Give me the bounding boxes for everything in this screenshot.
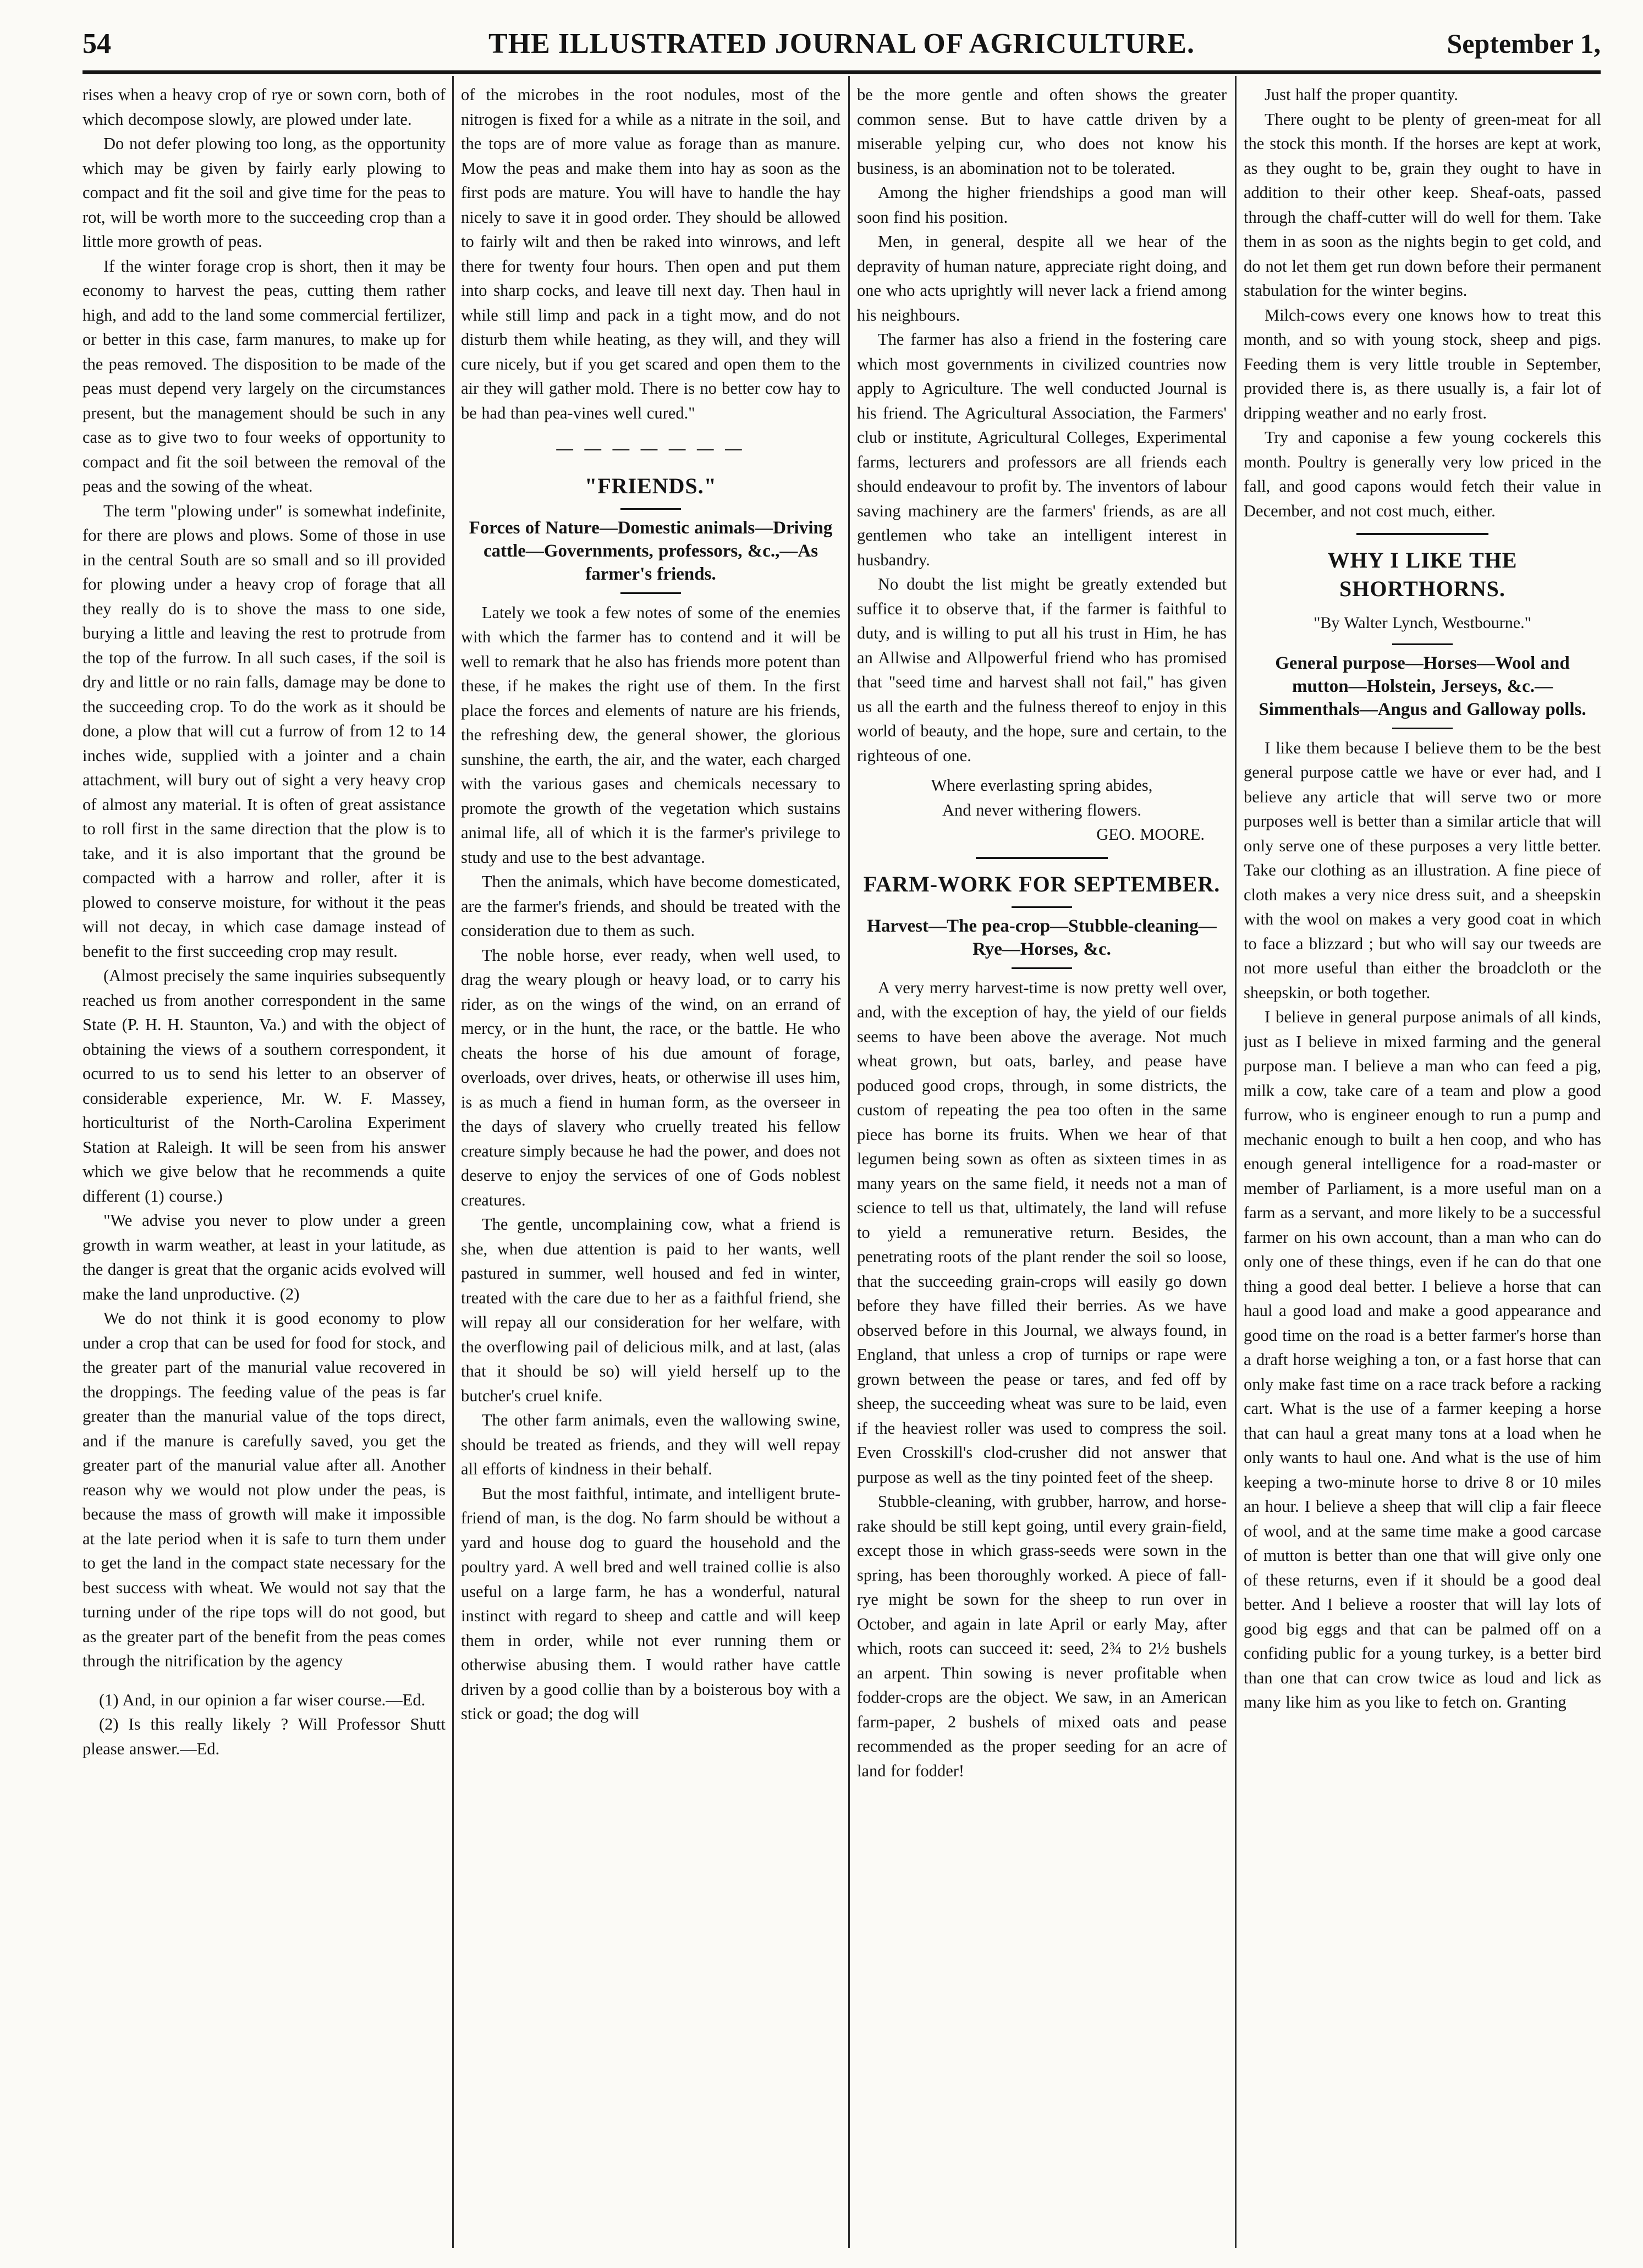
paragraph: Among the higher friendships a good man will soon find his position. xyxy=(857,183,1227,227)
article-subhead: General purpose—Horses—Wool and mutton—Holstein, Jerseys, &c.—Simmenthals—Angus and Galloway polls. xyxy=(1259,653,1586,719)
column-rule xyxy=(848,76,850,2248)
paragraph: Men, in general, despite all we hear of the depravity of human nature, appreciate right doing, and one who acts uprightly will never lack a friend among his neighbours. xyxy=(857,232,1227,324)
heading-rule xyxy=(1012,967,1072,969)
header-rule xyxy=(83,70,1601,74)
issue-date: September 1, xyxy=(1447,28,1601,59)
paragraph: Try and caponise a few young cockerels this month. Poultry is generally very low priced in the fall, and good capons would fetch their value in December, and not cost much, either. xyxy=(1244,428,1601,520)
article-subhead: Forces of Nature—Domestic animals—Driving cattle—Governments, professors, &c.,—As farmer's friends. xyxy=(469,518,833,584)
paragraph: Stubble-cleaning, with grubber, harrow, and horse-rake should be still kept going, until every grain-field, except those in which grass-seeds were sown in the spring, has been thoroughly worked. A piece of fall-rye might be sown for the sheep to run over in October, and again in late April or early May, after which, roots can succeed it: seed, 2¾ to 2½ bushels an arpent. Thin sowing is never profitable when fodder-crops are the object. We saw, in an American farm-paper, 2 bushels of mixed oats and pease recommended as the proper seeding for an acre of land for fodder! xyxy=(857,1492,1227,1780)
section-divider: — — — — — — — xyxy=(556,439,745,458)
paragraph: If the winter forage crop is short, then it may be economy to harvest the peas, cutting them rather high, and add to the land some commercial fertilizer, or better in this case, farm manures, to make up for the peas removed. The disposition to be made of the peas must depend very largely on the circumstances present, but the management should be such in any case as to give two to four weeks of opportunity to compact and fit the soil between the removal of the peas and the sowing of the wheat. xyxy=(83,256,446,496)
heading-rule xyxy=(1392,728,1453,729)
paragraph: A very merry harvest-time is now pretty well over, and, with the exception of hay, the yield of our fields seems to have been above the average. Not much wheat grown, but oats, barley, and pease have poduced good crops, through, in some districts, the custom of repeating the pea too often in the same piece has borne its fruits. When we hear of that legumen being sown as often as sixteen times in as many years on the same field, it needs not a man of science to tell us that, ultimately, the land will refuse to yield a remunerative return. Besides, the penetrating roots of the plant render the soil so loose, that the succeeding grain-crops will easily go down before they have filled their berries. As we have observed before in this Journal, we always found, in England, that unless a crop of turnips or rape were grown between the pease or tares, and fed off by sheep, the succeeding wheat was sure to be laid, even if the heaviest roller was used to compress the soil. Even Crosskill's clod-crusher did not answer that purpose as well as the tiny pointed feet of the sheep. xyxy=(857,978,1227,1487)
page-number: 54 xyxy=(83,28,111,59)
paragraph: Do not defer plowing too long, as the opportunity which may be given by fairly early plowing to compact and fit the soil and give time for the peas to rot, will be worth more to the succeeding crop than a little more growth of peas. xyxy=(83,134,446,251)
paragraph: Just half the proper quantity. xyxy=(1265,85,1458,104)
heading-rule xyxy=(620,592,681,594)
article-byline: "By Walter Lynch, Westbourne." xyxy=(1314,614,1531,632)
column-2 xyxy=(461,82,840,2211)
column-rule xyxy=(452,76,454,2248)
paragraph: There ought to be plenty of green-meat for all the stock this month. If the horses are kept at work, as they ought to be, grain they ought to have in addition to their other keep. Sheaf-oats, passed through the chaff-cutter will do well for them. Take them in as soon as the nights begin to get cold, and do not let them get run down before their permanent stabulation for the winter begins. xyxy=(1244,109,1601,300)
paragraph: I believe in general purpose animals of all kinds, just as I believe in mixed farming and the general purpose man. I believe a man who can feed a pig, milk a cow, take care of a team and plow a good furrow, who is engineer enough to run a pump and mechanic enough to built a hen coop, and who has enough general intelligence for a road-master or member of Parliament, is a more useful man on a farm as a servant, and more likely to be a successful farmer on his own account, than a man who can do only one of these things, even if he can do that one thing a good deal better. I believe a horse that can haul a good load and make a good appearance and good time on the road is a better farmer's horse than a draft horse weighing a ton, or a fast horse that can only make fast time on a race track before a racking cart. What is the use of a farmer keeping a horse that can haul a great many tons at a load when he only wants to haul one. And what is the use of him keeping a two-minute horse to drive 8 or 10 miles an hour. I believe a sheep that will clip a fair fleece of wool, and at the same time make a good carcase of mutton is better than one that will give only one of these returns, even if it should be a good deal better. And I believe a rooster that will lay lots of good big eggs and that can be palmed off on a confiding public for a young turkey, is a better bird than one that can crow twice as loud and lick as many like him as you like to fetch on. Granting xyxy=(1244,1008,1601,1711)
paragraph: We do not think it is good economy to plow under a crop that can be used for food for stock, and the greater part of the manurial value recovered in the droppings. The feeding value of the peas is far greater than the manurial value of the tops direct, and if the manure is carefully saved, you get the greater part of the manurial value after all. Another reason why we would not plow under the peas, is because the mass of growth will make it impossible at the late period when it is safe to turn them under to get the land in the compact state necessary for the best success with wheat. We would not say that the turning under of the ripe tops will do not good, but as the greater part of the benefit from the peas comes through the nitrification by the agency xyxy=(83,1309,446,1670)
paragraph: Lately we took a few notes of some of the enemies with which the farmer has to contend and it will be well to remark that he also has friends more potent than these, if he makes the right use of them. In the first place the forces and elements of nature are his friends, the refreshing dew, the general shower, the glorious sunshine, the earth, the air, and the water, each charged with the various gases and chemicals necessary to promote the growth of the vegetation which sustains animal life, all of which it is the farmer's privilege to study and use to the best advantage. xyxy=(461,603,840,867)
paragraph: The other farm animals, even the wallowing swine, should be treated as friends, and they will well repay all efforts of kindness in their behalf. xyxy=(461,1411,840,1478)
column-1 xyxy=(83,82,446,2211)
article-heading: WHY I LIKE THE SHORTHORNS. xyxy=(1327,548,1518,601)
paragraph: The term "plowing under" is somewhat indefinite, for there are plows and plows. Some of those in use in the central South are so small and so ill provided for plowing under a heavy crop of forage that all they really do is to shove the mass to one side, burying a little and leaving the rest to protrude from the top of the furrow. In all such cases, if the soil is dry and little or no rain falls, damage may be done to the succeeding crop. To do the work as it should be done, a plow that will cut a furrow of from 12 to 14 inches wide, supplied with a jointer and a chain attachment, will bury out of sight a very heavy crop of almost any material. It is often of great assistance to roll first in the same direction that the plow is to take, and it is also important that the ground be compacted with a harrow and roller, after it is plowed to conserve moisture, for without it the peas will not decay, in which case damage instead of benefit to the first succeeding crop may result. xyxy=(83,501,446,961)
heading-rule xyxy=(620,508,681,510)
article-heading: "FRIENDS." xyxy=(585,473,717,498)
paragraph: be the more gentle and often shows the greater common sense. But to have cattle driven by a miserable yelping cur, who does not know his business, is an abomination not to be tolerated. xyxy=(857,85,1227,178)
paragraph: "We advise you never to plow under a green growth in warm weather, at least in your latitude, as the danger is great that the organic acids evolved will make the land unproductive. (2) xyxy=(83,1211,446,1303)
poem-line: Where everlasting spring abides, xyxy=(931,776,1153,795)
paragraph: rises when a heavy crop of rye or sown corn, both of which decompose slowly, are plowed under late. xyxy=(83,85,446,129)
paragraph: The noble horse, ever ready, when well used, to drag the weary plough or heavy load, or to carry his rider, as on the wings of the wind, on an errand of mercy, or in the hunt, the race, or the battle. He who cheats the horse of his due amount of forage, overloads, over drives, heats, or otherwise ill uses him, is as much a fiend in human form, as the overseer in the days of slavery who cruelly treated his fellow creature simply because he had the power, and does not deserve to enjoy the services of one of Gods noblest creatures. xyxy=(461,945,840,1209)
paragraph: But the most faithful, intimate, and intelligent brute-friend of man, is the dog. No farm should be without a yard and house dog to guard the household and the poultry yard. A well bred and well trained collie is also useful on a large farm, he has a wonderful, natural instinct with regard to sheep and cattle and will keep them in order, while not ever running them or otherwise abusing them. I would rather have cattle driven by a good collie than by a boisterous boy with a stick or goad; the dog will xyxy=(461,1484,840,1723)
paragraph: No doubt the list might be greatly extended but suffice it to observe that, if the farmer is faithful to duty, and is willing to put all his trust in Him, he has an Allwise and Allpowerful friend who has promised that "seed time and harvest shall not fail," has given us all the earth and the fulness thereof to enjoy in this world of beauty, and the hope, sure and certain, to the righteous of one. xyxy=(857,575,1227,765)
article-subhead: Harvest—The pea-crop—Stubble-cleaning—Rye—Horses, &c. xyxy=(867,916,1217,959)
paragraph: Milch-cows every one knows how to treat this month, and so with young stock, sheep and pigs. Feeding them is very little trouble in September, provided there is, as there usually is, a fair lot of dripping weather and no early frost. xyxy=(1244,305,1601,422)
section-divider xyxy=(1356,533,1488,535)
paragraph: (Almost precisely the same inquiries subsequently reached us from another correspondent in the same State (P. H. H. Staunton, Va.) and with the object of obtaining the views of a southern correspondent, it ocurred to us to send his letter to an observer of considerable experience, Mr. W. F. Massey, horticulturist of the North-Carolina Experiment Station at Raleigh. It will be seen from his answer which we give below that he recommends a quite different (1) course.) xyxy=(83,966,446,1205)
heading-rule xyxy=(1392,643,1453,645)
column-rule xyxy=(1235,76,1237,2248)
column-4 xyxy=(1244,82,1601,2211)
footnote: (1) And, in our opinion a far wiser course.—Ed. xyxy=(99,1690,426,1709)
editor-notes xyxy=(83,1688,446,1761)
column-3 xyxy=(857,82,1227,2211)
section-divider xyxy=(976,857,1108,859)
paragraph: The farmer has also a friend in the fostering care which most governments in civilized countries now apply to Agriculture. The well conducted Journal is his friend. The Agricultural Association, the Farmers' club or institute, Agricultural Colleges, Experimental farms, lecturers and professors are all friends each should endeavour to profit by. The inventors of labour saving machinery are the farmers' friends, as are all gentlemen who take an intelligent interest in husbandry. xyxy=(857,330,1227,569)
heading-rule xyxy=(1012,906,1072,908)
page-header xyxy=(83,25,1601,69)
article-heading: FARM-WORK FOR SEPTEMBER. xyxy=(863,871,1221,896)
author-signature: GEO. MOORE. xyxy=(1096,825,1205,844)
poem-line: And never withering flowers. xyxy=(942,800,1142,819)
paragraph: I like them because I believe them to be the best general purpose cattle we have or ever had, and I believe any article that will serve two or more purposes well is better than a similar article that will only serve one of these purposes a very little better. Take our clothing as an illustration. A fine piece of cloth makes a very nice dress suit, and a sheepskin with the wool on makes a very good coat in which to face a blizzard ; but who will say our tweeds are not more useful than either the broadcloth or the sheepskin, or both together. xyxy=(1244,738,1601,1002)
paragraph: The gentle, uncomplaining cow, what a friend is she, when due attention is paid to her wants, well pastured in summer, well housed and fed in winter, treated with the care due to her as a faithful friend, she will repay all our consideration for her welfare, with the overflowing pail of delicious milk, and at last, (alas that it should be so) will yield herself up to the butcher's cruel knife. xyxy=(461,1215,840,1405)
footnote: (2) Is this really likely ? Will Professor Shutt please answer.—Ed. xyxy=(83,1715,446,1758)
paragraph: of the microbes in the root nodules, most of the nitrogen is fixed for a while as a nitrate in the soil, and the tops are of more value as forage than as manure. Mow the peas and make them into hay as soon as the first pods are mature. You will have to handle the hay nicely to save it in good order. They should be allowed to fairly wilt and then be raked into winrows, and left there for twenty four hours. Then open and put them into sharp cocks, and leave till next day. Then haul in while still limp and pack in a tight mow, and do not disturb them while heating, as they will, and they will cure nicely, but if you get scared and open them to the air they will gather mold. There is no better cow hay to be had than pea-vines well cured." xyxy=(461,85,840,422)
paragraph: Then the animals, which have become domesticated, are the farmer's friends, and should be treated with the consideration due to them as such. xyxy=(461,872,840,940)
journal-title: THE ILLUSTRATED JOURNAL OF AGRICULTURE. xyxy=(488,28,1195,59)
